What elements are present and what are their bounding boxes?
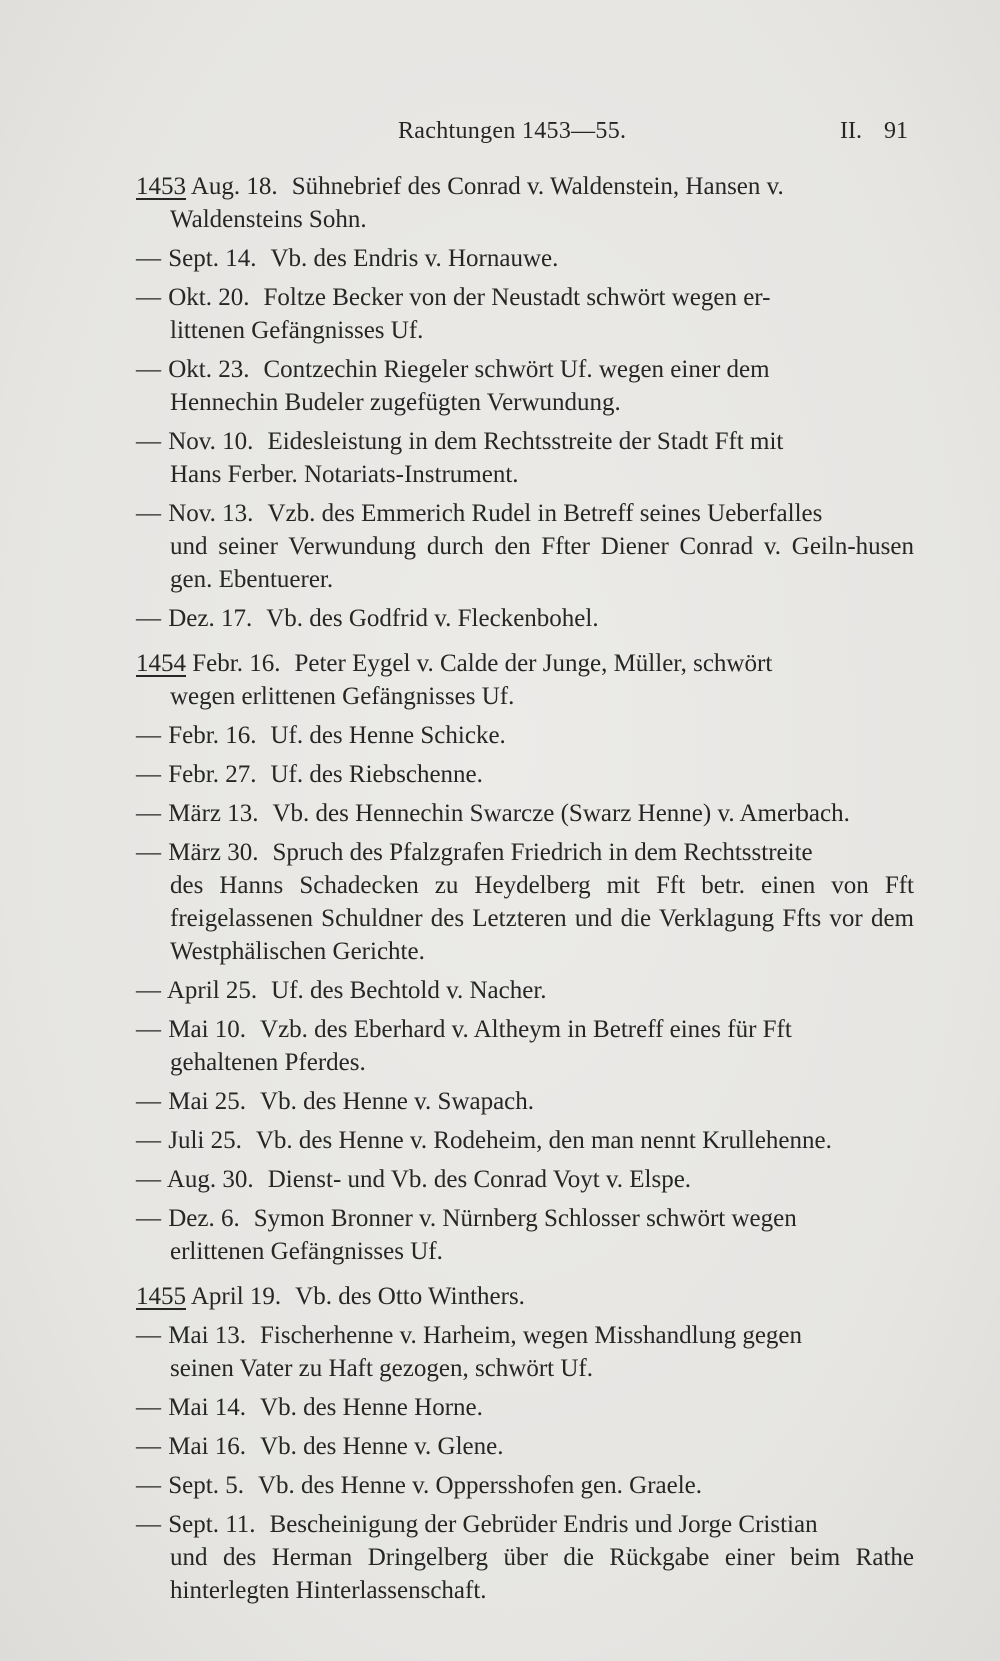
entry-continuation: wegen erlittenen Gefängnisses Uf. [170, 683, 515, 710]
entry-text: Vzb. des Emmerich Rudel in Betreff seines Ueberfalles [267, 500, 823, 527]
entry-text: Uf. des Henne Schicke. [270, 722, 506, 749]
entry-date: Aug. 18. [190, 173, 278, 200]
entry-first-line [136, 497, 914, 530]
entry-date: März 30. [168, 839, 259, 866]
entry-date: Juli 25. [168, 1127, 242, 1154]
entry-dash: — [136, 722, 161, 749]
entry-date: April 19. [190, 1283, 282, 1310]
entry-date: Febr. 16. [168, 722, 257, 749]
entry-date: Nov. 10. [168, 428, 254, 455]
entry-continuation: Hans Ferber. Notariats-Instrument. [170, 461, 519, 488]
entry-first-line [136, 1508, 914, 1541]
entry-dash: — [136, 1016, 161, 1043]
entry-first-line [136, 974, 914, 1007]
entry-dash: — [136, 1322, 161, 1349]
list-item [136, 1319, 914, 1385]
entry-text: Vb. des Henne v. Swapach. [260, 1088, 535, 1115]
entry-date: April 25. [166, 977, 258, 1004]
entry-date: Mai 25. [168, 1088, 247, 1115]
entry-date: Mai 10. [168, 1016, 247, 1043]
entry-dash: — [136, 1433, 161, 1460]
list-item [136, 1124, 914, 1157]
entry-first-line [136, 1202, 914, 1235]
entry-dash: — [136, 428, 161, 455]
list-item [136, 719, 914, 752]
entry-text: Eidesleistung in dem Rechtsstreite der Stadt Fft mit [267, 428, 784, 455]
entry-dash: — [136, 1205, 161, 1232]
list-item [136, 647, 914, 713]
entry-date: Febr. 27. [168, 761, 257, 788]
entry-dash: — [136, 1394, 161, 1421]
entry-year: 1454 [136, 650, 186, 677]
entry-dash: — [136, 761, 161, 788]
entry-first-line [136, 170, 914, 203]
entry-dash: — [136, 284, 161, 311]
entry-date: Sept. 14. [168, 245, 257, 272]
entry-first-line [136, 1124, 914, 1157]
entry-date: Nov. 13. [168, 500, 254, 527]
entry-text: Vb. des Henne Horne. [260, 1394, 483, 1421]
entry-dash: — [136, 605, 161, 632]
list-item [136, 1430, 914, 1463]
entry-text: Uf. des Bechtold v. Nacher. [271, 977, 547, 1004]
entry-first-line [136, 1430, 914, 1463]
entry-dash: — [136, 839, 161, 866]
list-item [136, 1085, 914, 1118]
part-number: II. [840, 118, 862, 144]
entry-dash: — [136, 1511, 161, 1538]
list-item [136, 1469, 914, 1502]
entry-first-line [136, 281, 914, 314]
entry-continuation: Hennechin Budeler zugefügten Verwundung. [170, 389, 621, 416]
entry-continuation: und seiner Verwundung durch den Ffter Diener Conrad v. Geiln-husen gen. Ebentuerer. [170, 533, 914, 593]
entry-first-line [136, 1013, 914, 1046]
entry-text: Vb. des Henne v. Glene. [260, 1433, 504, 1460]
entry-dash: — [136, 245, 161, 272]
entry-text: Symon Bronner v. Nürnberg Schlosser schwört wegen [253, 1205, 797, 1232]
entry-continuation: seinen Vater zu Haft gezogen, schwört Uf. [170, 1355, 593, 1382]
entry-first-line [136, 425, 914, 458]
page-header [0, 118, 1000, 152]
entry-date: Febr. 16. [192, 650, 281, 677]
entry-date: Aug. 30. [166, 1166, 254, 1193]
entry-first-line [136, 719, 914, 752]
entry-list [136, 170, 914, 1607]
list-item [136, 758, 914, 791]
entry-date: Mai 13. [168, 1322, 247, 1349]
entry-text: Peter Eygel v. Calde der Junge, Müller, schwört [294, 650, 773, 677]
list-item [136, 1013, 914, 1079]
entry-first-line [136, 647, 914, 680]
entry-first-line [136, 1391, 914, 1424]
entry-text: Vb. des Henne v. Rodeheim, den man nennt Krullehenne. [255, 1127, 832, 1154]
entry-first-line [136, 353, 914, 386]
entry-continuation: und des Herman Dringelberg über die Rückgabe einer beim Rathe hinterlegten Hinterlassenschaft. [170, 1544, 914, 1604]
list-item [136, 281, 914, 347]
list-item [136, 353, 914, 419]
entry-text: Vb. des Endris v. Hornauwe. [270, 245, 559, 272]
entry-date: Okt. 20. [168, 284, 250, 311]
entry-dash: — [136, 1166, 161, 1193]
list-item [136, 170, 914, 236]
entry-first-line [136, 1319, 914, 1352]
entry-text: Vzb. des Eberhard v. Altheym in Betreff eines für Fft [260, 1016, 792, 1043]
entry-dash: — [136, 356, 161, 383]
entry-first-line [136, 1280, 914, 1313]
entry-dash: — [136, 977, 161, 1004]
entry-date: Sept. 11. [168, 1511, 256, 1538]
page-number: 91 [884, 118, 908, 144]
list-item [136, 836, 914, 968]
entry-dash: — [136, 1088, 161, 1115]
entry-text: Spruch des Pfalzgrafen Friedrich in dem Rechtsstreite [272, 839, 813, 866]
entry-first-line [136, 797, 914, 830]
entry-year: 1455 [136, 1283, 186, 1310]
entry-continuation: Waldensteins Sohn. [170, 206, 367, 233]
entry-date: Dez. 17. [168, 605, 253, 632]
list-item [136, 974, 914, 1007]
list-item [136, 797, 914, 830]
entry-date: Mai 14. [168, 1394, 247, 1421]
entry-date: Mai 16. [168, 1433, 247, 1460]
entry-continuation: gehaltenen Pferdes. [170, 1049, 366, 1076]
entry-text: Fischerhenne v. Harheim, wegen Misshandlung gegen [260, 1322, 803, 1349]
list-item [136, 1280, 914, 1313]
list-item [136, 497, 914, 596]
list-item [136, 1508, 914, 1607]
entry-first-line [136, 602, 914, 635]
entry-dash: — [136, 500, 161, 527]
entry-text: Dienst- und Vb. des Conrad Voyt v. Elspe. [267, 1166, 692, 1193]
entry-date: Okt. 23. [168, 356, 250, 383]
entry-date: Sept. 5. [168, 1472, 244, 1499]
entry-dash: — [136, 800, 161, 827]
entry-text: Vb. des Henne v. Oppersshofen gen. Graele. [257, 1472, 703, 1499]
list-item [136, 1391, 914, 1424]
entry-text: Bescheinigung der Gebrüder Endris und Jorge Cristian [269, 1511, 818, 1538]
entry-first-line [136, 242, 914, 275]
entry-continuation: erlittenen Gefängnisses Uf. [170, 1238, 443, 1265]
entry-text: Vb. des Godfrid v. Fleckenbohel. [266, 605, 599, 632]
entry-text: Foltze Becker von der Neustadt schwört wegen er- [263, 284, 771, 311]
entry-dash: — [136, 1127, 161, 1154]
entry-text: Uf. des Riebschenne. [270, 761, 483, 788]
list-item [136, 242, 914, 275]
entry-first-line [136, 836, 914, 869]
entry-first-line [136, 1163, 914, 1196]
entry-date: März 13. [168, 800, 259, 827]
list-item [136, 602, 914, 635]
entry-text: Vb. des Otto Winthers. [295, 1283, 525, 1310]
entry-first-line [136, 1469, 914, 1502]
entry-text: Sühnebrief des Conrad v. Waldenstein, Hansen v. [291, 173, 784, 200]
entry-year: 1453 [136, 173, 186, 200]
running-title: Rachtungen 1453—55. [398, 118, 627, 144]
list-item [136, 1202, 914, 1268]
entry-continuation: littenen Gefängnisses Uf. [170, 317, 424, 344]
list-item [136, 1163, 914, 1196]
entry-dash: — [136, 1472, 161, 1499]
list-item [136, 425, 914, 491]
entry-continuation: des Hanns Schadecken zu Heydelberg mit Fft betr. einen von Fft freigelassenen Schuldner des Letzteren und die Verklagung Ffts vor dem Westphälischen Gerichte. [170, 872, 914, 965]
entry-date: Dez. 6. [168, 1205, 240, 1232]
entry-first-line [136, 758, 914, 791]
entry-text: Vb. des Hennechin Swarcze (Swarz Henne) v. Amerbach. [272, 800, 850, 827]
entry-text: Contzechin Riegeler schwört Uf. wegen einer dem [263, 356, 770, 383]
entry-first-line [136, 1085, 914, 1118]
